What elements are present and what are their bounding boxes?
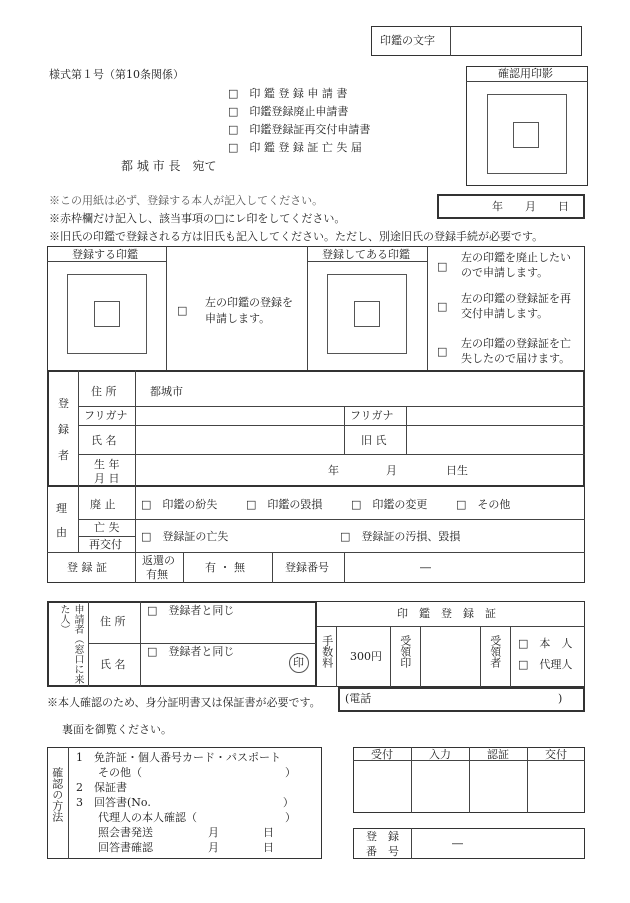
confirm-seal-inner <box>513 122 539 148</box>
applicant-side-label: 申請者（窓口に来た人） <box>58 604 83 684</box>
seal-char-input[interactable] <box>452 28 580 54</box>
apply-text-2: 申請します。 <box>205 312 271 325</box>
form-type-2[interactable]: □ 印鑑登録廃止申請書 <box>228 105 349 118</box>
option-1-line2: ので申請します。 <box>461 266 549 279</box>
abolish-label: 廃 止 <box>90 498 116 511</box>
registered-seal-label: 登録してある印鑑 <box>322 248 410 261</box>
option-1-line1: 左の印鑑を廃止したい <box>461 251 571 264</box>
form-type-3[interactable]: □ 印鑑登録証再交付申請書 <box>228 123 371 136</box>
office-header-issue: 交付 <box>545 748 567 761</box>
option-3-line1: 左の印鑑の登録証を亡 <box>461 337 571 350</box>
applicant-address-label: 住 所 <box>100 615 126 628</box>
return-label-1: 返還の <box>142 554 175 567</box>
reg-number-box-label-2: 番 号 <box>366 845 399 858</box>
furigana-label: フリガナ <box>84 409 128 422</box>
confirm-line-5: 代理人の本人確認（ ） <box>76 811 296 824</box>
registrant-side-2: 録 <box>58 423 69 436</box>
phone-label: (電話 <box>345 692 372 705</box>
note-3: ※旧氏の印鑑で登録される方は旧氏も記入してください。ただし、別途旧氏の登録手続が必要です。 <box>49 230 544 243</box>
registrant-side-1: 登 <box>58 397 69 410</box>
reason-side-2: 由 <box>56 526 67 539</box>
option-2-checkbox[interactable]: □ <box>437 300 448 313</box>
reg-number-label: 登録番号 <box>285 561 329 574</box>
return-value[interactable]: 有 ・ 無 <box>205 561 245 574</box>
form-type-4[interactable]: □ 印 鑑 登 録 証 亡 失 届 <box>228 141 362 154</box>
option-3-line2: 失したので届けます。 <box>461 352 571 365</box>
confirm-method-side: 確認の方法 <box>50 767 64 822</box>
date-label: 年 月 日 <box>492 200 569 213</box>
reason-side-1: 理 <box>56 502 67 515</box>
registrant-side-3: 者 <box>58 449 69 462</box>
register-seal-label: 登録する印鑑 <box>72 248 138 261</box>
receipt-seal-label: 受領印 <box>398 635 412 668</box>
abolish-opt-other[interactable]: □ その他 <box>456 498 511 511</box>
address-value[interactable]: 都城市 <box>150 385 183 398</box>
see-back-note: 裏面を御覧ください。 <box>62 723 172 736</box>
name-label: 氏 名 <box>91 434 117 447</box>
addressee: 都 城 市 長 宛て <box>121 159 217 173</box>
registered-seal-inner <box>354 301 380 327</box>
lost-opt-cert-damaged[interactable]: □ 登録証の汚損、毀損 <box>340 530 461 543</box>
confirm-line-7: 回答書確認 月 日 <box>76 841 274 854</box>
receiver-label: 受領者 <box>488 635 502 668</box>
abolish-opt-damaged[interactable]: □ 印鑑の毀損 <box>246 498 323 511</box>
same-as-registrant-1[interactable]: □ 登録者と同じ <box>147 604 235 617</box>
abolish-opt-changed[interactable]: □ 印鑑の変更 <box>351 498 428 511</box>
fee-label: 手数料 <box>320 635 334 668</box>
applicant-name-label: 氏 名 <box>100 658 126 671</box>
name-input[interactable] <box>137 427 342 453</box>
dob-year[interactable]: 年 <box>328 464 339 477</box>
reg-number-value: ― <box>420 561 431 574</box>
old-name-input[interactable] <box>408 427 583 453</box>
office-header-reception: 受付 <box>371 748 393 761</box>
furigana-input[interactable] <box>137 407 342 424</box>
cert-label: 登 録 証 <box>67 561 107 574</box>
abolish-opt-lost[interactable]: □ 印鑑の紛失 <box>141 498 218 511</box>
address-label: 住 所 <box>91 385 117 398</box>
office-header-auth: 認証 <box>487 748 509 761</box>
receiver-self[interactable]: □ 本 人 <box>518 637 573 650</box>
confirm-line-3[interactable]: 2 保証書 <box>76 781 127 794</box>
fee-value: 300円 <box>350 650 382 663</box>
same-as-registrant-2[interactable]: □ 登録者と同じ <box>147 645 235 658</box>
lost-opt-cert-lost[interactable]: □ 登録証の亡失 <box>141 530 229 543</box>
note-2: ※赤枠欄だけ記入し、該当事項の□にレ印をしてください。 <box>49 212 346 225</box>
reg-number-box-label-1: 登 録 <box>366 830 399 843</box>
register-seal-inner <box>94 301 120 327</box>
old-name-label: 旧 氏 <box>361 434 387 447</box>
seal-mark: 印 <box>293 656 304 669</box>
office-header-input: 入力 <box>429 748 451 761</box>
cert-title: 印 鑑 登 録 証 <box>397 607 496 620</box>
id-note: ※本人確認のため、身分証明書又は保証書が必要です。 <box>47 696 321 709</box>
receiver-agent[interactable]: □ 代理人 <box>518 658 573 671</box>
form-type-1[interactable]: □ 印 鑑 登 録 申 請 書 <box>228 87 348 100</box>
furigana-label-2: フリガナ <box>350 409 394 422</box>
dob-label-1: 生 年 <box>94 458 120 471</box>
option-2-line1: 左の印鑑の登録証を再 <box>461 292 571 305</box>
form-number: 様式第１号（第10条関係） <box>49 68 184 81</box>
seal-char-label: 印鑑の文字 <box>380 34 435 47</box>
confirm-line-2: その他（ ） <box>76 766 296 779</box>
apply-checkbox[interactable]: □ <box>177 304 188 317</box>
reg-number-box-value: ― <box>452 837 463 850</box>
option-3-checkbox[interactable]: □ <box>437 345 448 358</box>
dob-month[interactable]: 月 <box>386 464 397 477</box>
dob-label-2: 月 日 <box>94 472 120 485</box>
lost-label: 亡 失 <box>94 521 120 534</box>
return-label-2: 有無 <box>146 568 168 581</box>
receipt-seal-box[interactable] <box>422 628 478 685</box>
dob-day[interactable]: 日生 <box>446 464 468 477</box>
phone-box[interactable] <box>338 687 585 712</box>
confirm-line-1[interactable]: 1 免許証・個人番号カード・パスポート <box>76 751 281 764</box>
phone-close: ) <box>558 692 563 705</box>
confirm-seal-label: 確認用印影 <box>498 67 553 80</box>
reissue-label: 再交付 <box>89 538 122 551</box>
option-2-line2: 交付申請します。 <box>461 307 549 320</box>
confirm-line-6: 照会書発送 月 日 <box>76 826 274 839</box>
apply-text-1: 左の印鑑の登録を <box>205 296 293 309</box>
option-1-checkbox[interactable]: □ <box>437 260 448 273</box>
confirm-line-4[interactable]: 3 回答書(No. ） <box>76 796 294 809</box>
note-1: ※この用紙は必ず、登録する本人が記入してください。 <box>49 194 324 207</box>
